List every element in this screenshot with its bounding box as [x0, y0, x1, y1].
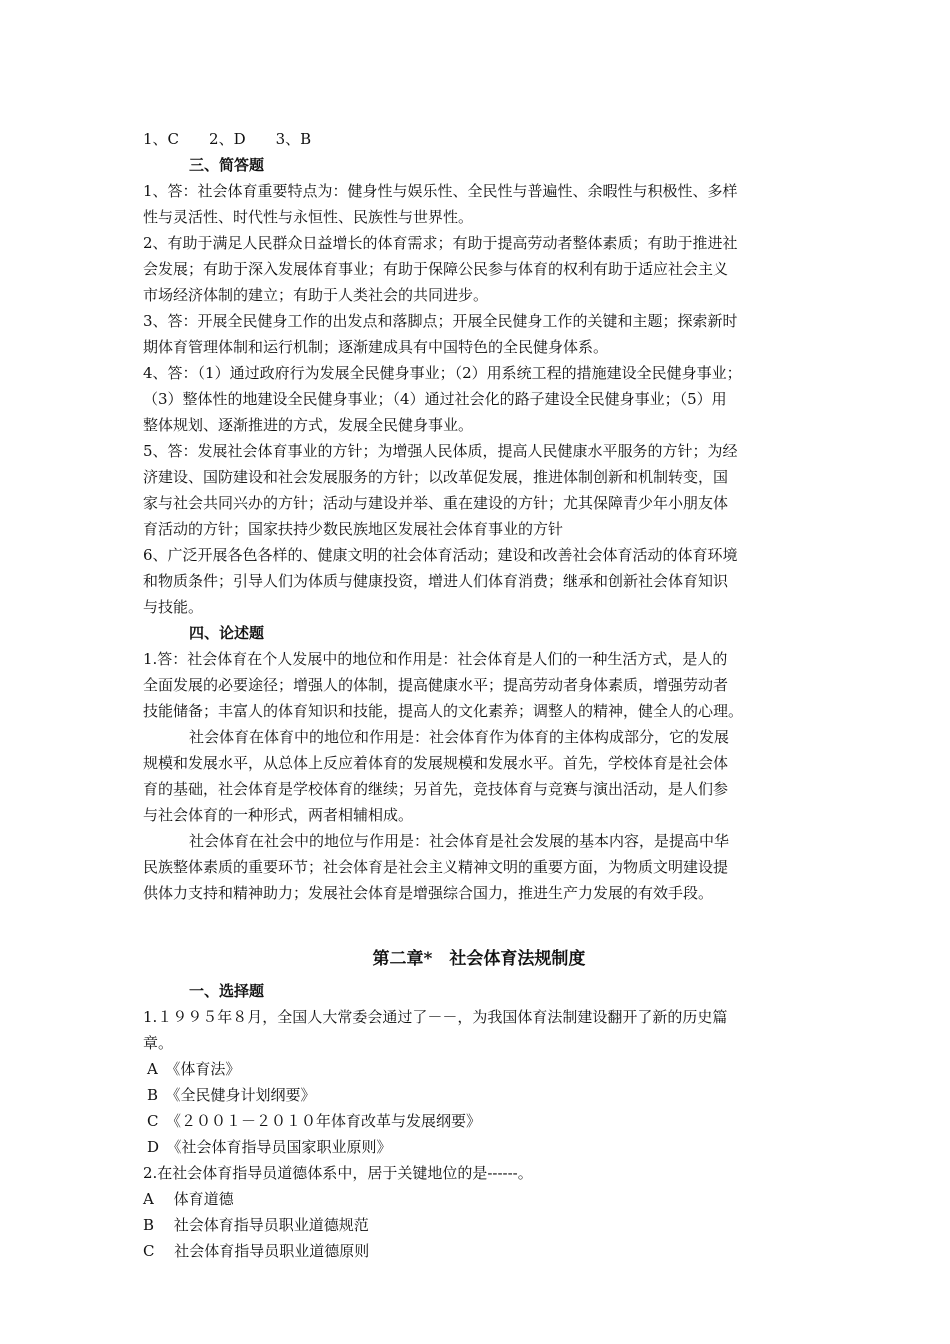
text-line: 1、答：社会体育重要特点为：健身性与娱乐性、全民性与普遍性、余暇性与积极性、多样 — [143, 182, 738, 200]
text-line: 社会体育在体育中的地位和作用是：社会体育作为体育的主体构成部分，它的发展 — [189, 728, 730, 746]
text-line: 育活动的方针；国家扶持少数民族地区发展社会体育事业的方针 — [143, 520, 564, 538]
text-line: 整体规划、逐渐推进的方式，发展全民健身事业。 — [143, 416, 474, 434]
question-2 — [143, 1160, 815, 1264]
text-line: 与社会体育的一种形式，两者相辅相成。 — [143, 806, 414, 824]
essay-paragraph-1 — [143, 646, 815, 724]
essay-paragraph-3 — [143, 828, 815, 906]
essay-paragraph-2 — [143, 724, 815, 828]
text-line: 3、答：开展全民健身工作的出发点和落脚点；开展全民健身工作的关键和主题；探索新时 — [143, 312, 738, 330]
text-line: 和物质条件；引导人们为体质与健康投资，增进人们体育消费；继承和创新社会体育知识 — [143, 572, 729, 590]
document-page — [143, 126, 815, 1264]
text-line: 6、广泛开展各色各样的、健康文明的社会体育活动；建设和改善社会体育活动的体育环境 — [143, 546, 738, 564]
option-a: A 体育道德 — [143, 1190, 234, 1208]
section-heading-short-answer: 三、简答题 — [189, 156, 265, 174]
text-line: 5、答：发展社会体育事业的方针；为增强人民体质，提高人民健康水平服务的方针；为经 — [143, 442, 738, 460]
text-line: 家与社会共同兴办的方针；活动与建设并举、重在建设的方针；尤其保障青少年小朋友体 — [143, 494, 729, 512]
short-answer-5 — [143, 438, 815, 542]
question-text-line: 1.１９９５年８月，全国人大常委会通过了－－，为我国体育法制建设翻开了新的历史篇 — [143, 1008, 728, 1026]
text-line: 期体育管理体制和运行机制；逐渐建成具有中国特色的全民健身体系。 — [143, 338, 609, 356]
short-answer-6 — [143, 542, 815, 620]
option-b: B 社会体育指导员职业道德规范 — [143, 1216, 369, 1234]
chapter-title: 第二章* 社会体育法规制度 — [372, 949, 586, 969]
question-text-line: 章。 — [143, 1034, 174, 1052]
question-1 — [143, 1004, 815, 1160]
text-line: 性与灵活性、时代性与永恒性、民族性与世界性。 — [143, 208, 474, 226]
text-line: 育的基础，社会体育是学校体育的继续；另首先，竞技体育与竞赛与演出活动，是人们参 — [143, 780, 729, 798]
text-line: 会发展；有助于深入发展体育事业；有助于保障公民参与体育的权利有助于适应社会主义 — [143, 260, 729, 278]
option-d: D 《社会体育指导员国家职业原则》 — [147, 1138, 392, 1156]
section-heading-essay: 四、论述题 — [189, 624, 265, 642]
text-line: （3）整体性的地建设全民健身事业；（4）通过社会化的路子建设全民健身事业；（5）用 — [143, 390, 727, 408]
short-answer-1 — [143, 178, 815, 230]
text-line: 2、有助于满足人民群众日益增长的体育需求；有助于提高劳动者整体素质；有助于推进社 — [143, 234, 738, 252]
option-a: A 《体育法》 — [147, 1060, 241, 1078]
text-line: 4、答：（1）通过政府行为发展全民健身事业；（2）用系统工程的措施建设全民健身事业； — [143, 364, 742, 382]
text-line: 市场经济体制的建立；有助于人类社会的共同进步。 — [143, 286, 489, 304]
text-line: 社会体育在社会中的地位与作用是：社会体育是社会发展的基本内容，是提高中华 — [189, 832, 730, 850]
answer-key-line: 1、C 2、D 3、B — [143, 130, 312, 148]
text-line: 全面发展的必要途径；增强人的体制，提高健康水平；提高劳动者身体素质，增强劳动者 — [143, 676, 729, 694]
question-text-line: 2.在社会体育指导员道德体系中，居于关键地位的是------。 — [143, 1164, 533, 1182]
short-answer-2 — [143, 230, 815, 308]
option-c: C 《２００１－２０１０年体育改革与发展纲要》 — [147, 1112, 481, 1130]
short-answer-3 — [143, 308, 815, 360]
text-line: 供体力支持和精神助力；发展社会体育是增强综合国力，推进生产力发展的有效手段。 — [143, 884, 714, 902]
option-b: B 《全民健身计划纲要》 — [147, 1086, 316, 1104]
text-line: 技能储备；丰富人的体育知识和技能，提高人的文化素养；调整人的精神，健全人的心理。 — [143, 702, 744, 720]
text-line: 规模和发展水平，从总体上反应着体育的发展规模和发展水平。首先，学校体育是社会体 — [143, 754, 729, 772]
short-answer-4 — [143, 360, 815, 438]
text-line: 济建设、国防建设和社会发展服务的方针；以改革促发展，推进体制创新和机制转变，国 — [143, 468, 729, 486]
text-line: 民族整体素质的重要环节；社会体育是社会主义精神文明的重要方面，为物质文明建设提 — [143, 858, 729, 876]
text-line: 1.答：社会体育在个人发展中的地位和作用是：社会体育是人们的一种生活方式，是人的 — [143, 650, 728, 668]
text-line: 与技能。 — [143, 598, 204, 616]
section-heading-choice: 一、选择题 — [189, 982, 265, 1000]
option-c: C 社会体育指导员职业道德原则 — [143, 1242, 370, 1260]
